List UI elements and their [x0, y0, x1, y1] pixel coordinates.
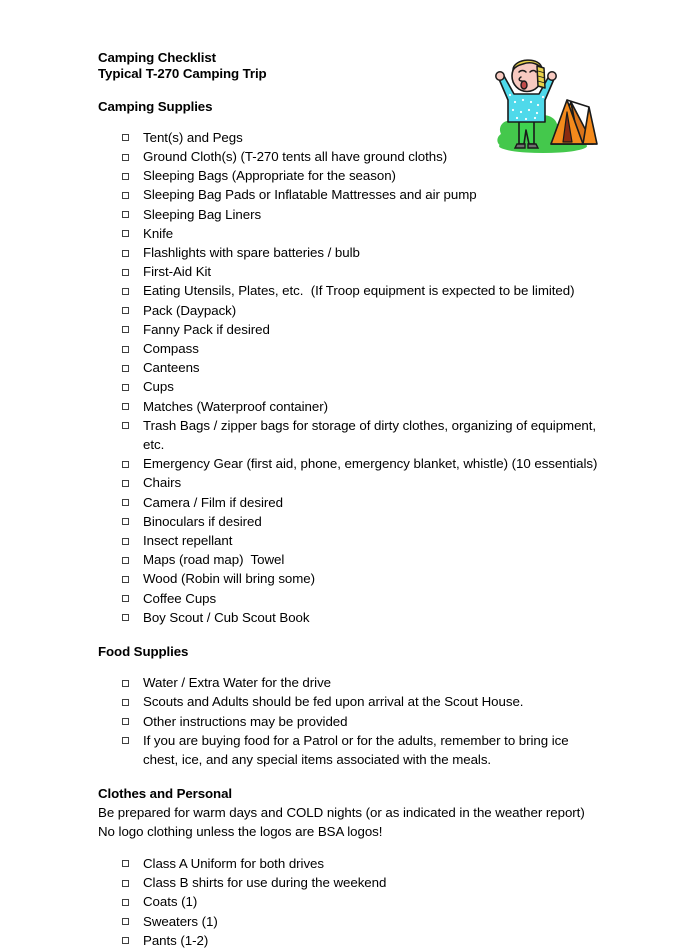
checkbox-icon[interactable]	[122, 595, 129, 602]
checkbox-icon[interactable]	[122, 860, 129, 867]
checklist-item[interactable]	[98, 473, 598, 492]
checklist-item[interactable]	[98, 358, 598, 377]
checkbox-icon[interactable]	[122, 918, 129, 925]
checklist-item[interactable]	[98, 608, 598, 627]
checkbox-icon[interactable]	[122, 937, 129, 944]
checklist-item-label: First-Aid Kit	[143, 264, 212, 280]
checklist-item[interactable]	[98, 712, 598, 731]
checklist-item-label: Camera / Film if desired	[143, 494, 283, 510]
checklist-item[interactable]	[98, 673, 598, 692]
checklist-item-label: If you are buying food for a Patrol or for the adults, remember to bring ice chest, ice, and any special items associated with the meals.	[143, 732, 573, 768]
checklist-item-label: Binoculars if desired	[143, 513, 262, 529]
checkbox-icon[interactable]	[122, 192, 129, 199]
checkbox-icon[interactable]	[122, 269, 129, 276]
checklist-item-label: Pants (1-2)	[143, 932, 209, 948]
checklist-item[interactable]	[98, 416, 598, 454]
checkbox-icon[interactable]	[122, 154, 129, 161]
checkbox-icon[interactable]	[122, 288, 129, 295]
checklist-item[interactable]	[98, 377, 598, 396]
checklist-item[interactable]	[98, 320, 598, 339]
checklist-item-label: Other instructions may be provided	[143, 713, 348, 729]
checklist-item[interactable]	[98, 692, 598, 711]
section-food-supplies	[98, 644, 598, 769]
section-intro-line: No logo clothing unless the logos are BSA logos!	[98, 823, 383, 839]
checklist-item[interactable]	[98, 512, 598, 531]
checklist-item-label: Emergency Gear (first aid, phone, emergency blanket, whistle) (10 essentials)	[143, 456, 598, 472]
checkbox-icon[interactable]	[122, 346, 129, 353]
checklist-item[interactable]	[98, 550, 598, 569]
checklist-item[interactable]	[98, 931, 598, 950]
checklist-item-label: Canteens	[143, 360, 200, 376]
checklist-item-label: Knife	[143, 225, 174, 241]
checkbox-icon[interactable]	[122, 250, 129, 257]
checkbox-icon[interactable]	[122, 461, 129, 468]
checklist-item-label: Flashlights with spare batteries / bulb	[143, 245, 360, 261]
section-heading: Clothes and Personal	[98, 786, 232, 802]
checklist-item-label: Matches (Waterproof container)	[143, 398, 328, 414]
checklist-item[interactable]	[98, 912, 598, 931]
checklist-item[interactable]	[98, 854, 598, 873]
checklist-item-label: Wood (Robin will bring some)	[143, 571, 316, 587]
checklist-item-label: Eating Utensils, Plates, etc. (If Troop equipment is expected to be limited)	[143, 283, 575, 299]
checklist-item[interactable]	[98, 589, 598, 608]
section-camping-supplies	[98, 99, 598, 627]
checklist-item-label: Sleeping Bags (Appropriate for the season)	[143, 168, 396, 184]
checkbox-icon[interactable]	[122, 518, 129, 525]
checklist-item-label: Trash Bags / zipper bags for storage of dirty clothes, organizing of equipment, etc.	[143, 417, 600, 453]
checklist-item-label: Chairs	[143, 475, 182, 491]
checklist-item-label: Compass	[143, 341, 199, 357]
checklist-item[interactable]	[98, 185, 598, 204]
checklist-item-label: Sleeping Bag Pads or Inflatable Mattresses and air pump	[143, 187, 477, 203]
checkbox-icon[interactable]	[122, 737, 129, 744]
checklist-item[interactable]	[98, 493, 598, 512]
checkbox-icon[interactable]	[122, 211, 129, 218]
section-heading: Food Supplies	[98, 644, 189, 660]
checkbox-icon[interactable]	[122, 134, 129, 141]
checkbox-icon[interactable]	[122, 384, 129, 391]
checklist-item-label: Class A Uniform for both drives	[143, 855, 324, 871]
checklist-item[interactable]	[98, 731, 598, 769]
checkbox-icon[interactable]	[122, 614, 129, 621]
checklist-item[interactable]	[98, 147, 598, 166]
page-title	[98, 50, 598, 82]
checkbox-icon[interactable]	[122, 480, 129, 487]
section-intro-line: Be prepared for warm days and COLD nights (or as indicated in the weather report)	[98, 804, 585, 820]
document-content	[98, 50, 598, 950]
checklist-item-label: Water / Extra Water for the drive	[143, 675, 332, 691]
checkbox-icon[interactable]	[122, 699, 129, 706]
checklist-item-label: Ground Cloth(s) (T-270 tents all have ground cloths)	[143, 149, 448, 164]
checkbox-icon[interactable]	[122, 326, 129, 333]
checklist-item-label: Pack (Daypack)	[143, 302, 237, 318]
checklist-item[interactable]	[98, 892, 598, 911]
checklist-item-label: Class B shirts for use during the weekend	[143, 875, 387, 891]
checklist-item-label: Coats (1)	[143, 894, 198, 910]
checklist-item-label: Tent(s) and Pegs	[143, 129, 243, 145]
checkbox-icon[interactable]	[122, 403, 129, 410]
checklist-clothes-and-personal	[98, 854, 598, 950]
checklist-item[interactable]	[98, 224, 598, 243]
checklist-item[interactable]	[98, 454, 598, 473]
checklist-item[interactable]	[98, 873, 598, 892]
checkbox-icon[interactable]	[122, 880, 129, 887]
checkbox-icon[interactable]	[122, 718, 129, 725]
checklist-item-label: Boy Scout / Cub Scout Book	[143, 609, 310, 625]
checkbox-icon[interactable]	[122, 680, 129, 687]
checklist-item[interactable]	[98, 243, 598, 262]
checklist-item[interactable]	[98, 301, 598, 320]
checklist-item[interactable]	[98, 262, 598, 281]
checklist-item[interactable]	[98, 205, 598, 224]
title-line-2: Typical T-270 Camping Trip	[98, 66, 267, 82]
checklist-camping-supplies	[98, 128, 598, 627]
section-clothes-and-personal	[98, 786, 598, 950]
checkbox-icon[interactable]	[122, 499, 129, 506]
checkbox-icon[interactable]	[122, 307, 129, 314]
checkbox-icon[interactable]	[122, 557, 129, 564]
checklist-item-label: Fanny Pack if desired	[143, 321, 270, 337]
checklist-item-label: Maps (road map) Towel	[143, 552, 285, 568]
checklist-item[interactable]	[98, 339, 598, 358]
checklist-item[interactable]	[98, 569, 598, 588]
checklist-item[interactable]	[98, 281, 598, 300]
checkbox-icon[interactable]	[122, 576, 129, 583]
checkbox-icon[interactable]	[122, 173, 129, 180]
checkbox-icon[interactable]	[122, 422, 129, 429]
checkbox-icon[interactable]	[122, 365, 129, 372]
checklist-item[interactable]	[98, 397, 598, 416]
checkbox-icon[interactable]	[122, 538, 129, 545]
checklist-item-label: Scouts and Adults should be fed upon arrival at the Scout House.	[143, 694, 524, 710]
title-line-1: Camping Checklist	[98, 50, 216, 65]
checklist-item[interactable]	[98, 166, 598, 185]
checklist-food-supplies	[98, 673, 598, 769]
checklist-item-label: Sleeping Bag Liners	[143, 206, 262, 222]
checklist-item-label: Coffee Cups	[143, 590, 217, 606]
checklist-item[interactable]	[98, 128, 598, 147]
section-heading: Camping Supplies	[98, 98, 213, 114]
checklist-item-label: Insect repellant	[143, 533, 233, 549]
checklist-item[interactable]	[98, 531, 598, 550]
checkbox-icon[interactable]	[122, 230, 129, 237]
checklist-item-label: Sweaters (1)	[143, 913, 218, 929]
checklist-item-label: Cups	[143, 379, 174, 395]
